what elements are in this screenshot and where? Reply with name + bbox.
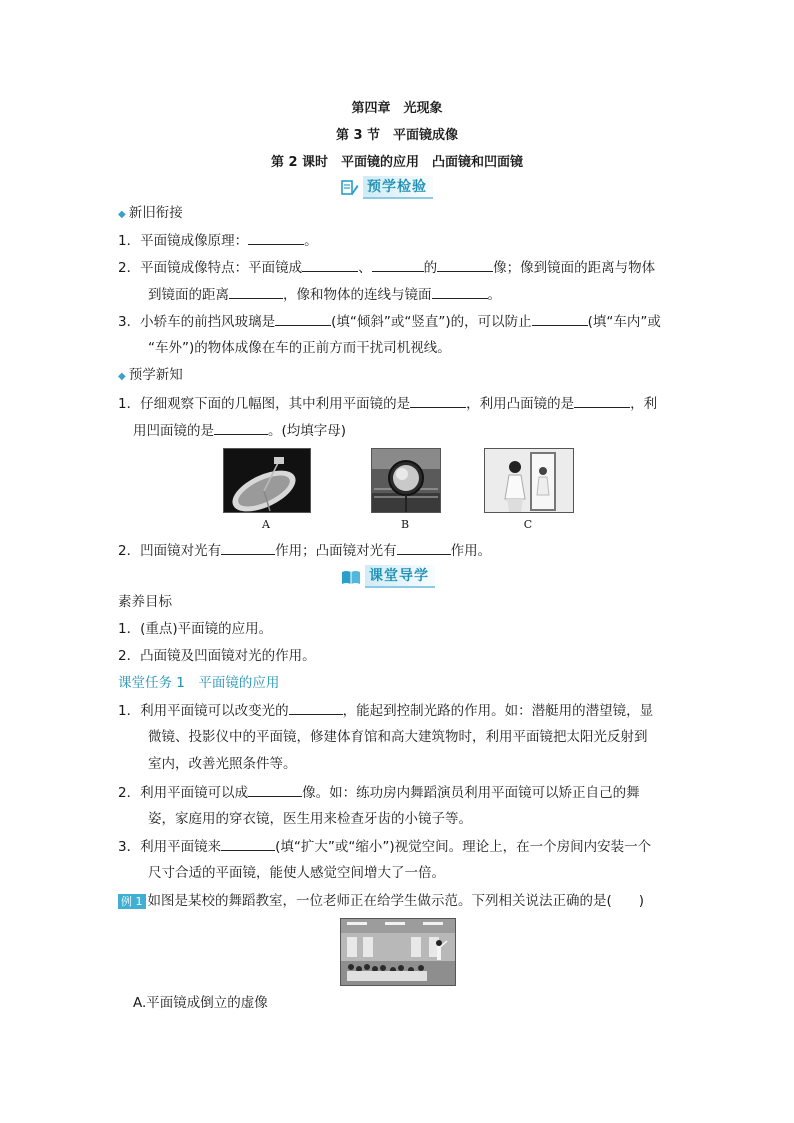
image-label-b: B [400, 518, 410, 531]
answer-blank[interactable] [221, 540, 275, 555]
answer-blank[interactable] [437, 257, 493, 272]
preview-heading: ◆ 预学新知 [118, 367, 183, 383]
task-1-item-2-line-2: 姿，家庭用的穿衣镜，医生用来检查牙齿的小镜子等。 [148, 811, 472, 827]
image-dance-classroom [340, 918, 456, 986]
answer-blank[interactable] [275, 311, 331, 326]
section-title: 第 3 节 平面镜成像 [335, 128, 459, 143]
answer-blank[interactable] [372, 257, 424, 272]
answer-blank[interactable] [432, 284, 488, 299]
banner-classroom-guide [341, 565, 435, 588]
preview-question-1-line-2: 用凹面镜的是 。(均填字母) [133, 420, 346, 441]
pencil-note-icon [341, 179, 359, 197]
preview-question-2: 2．凹面镜对光有 作用；凸面镜对光有 作用。 [118, 540, 491, 561]
task-1-item-1: 1．利用平面镜可以改变光的 ，能起到控制光路的作用。如：潜艇用的潜望镜，显 [118, 700, 653, 721]
answer-blank[interactable] [221, 836, 275, 851]
diamond-icon: ◆ [118, 209, 126, 220]
question-2: 2．平面镜成像特点：平面镜成 、 的 像；像到镜面的距离与物体 [118, 257, 655, 278]
open-book-icon [341, 569, 361, 585]
answer-blank[interactable] [302, 257, 358, 272]
image-label-a: A [262, 518, 270, 531]
chapter-title: 第四章 光现象 [351, 101, 443, 116]
goal-item: 2．凸面镜及凹面镜对光的作用。 [118, 648, 316, 664]
task-1-item-2: 2．利用平面镜可以成 像。如：练功房内舞蹈演员利用平面镜可以矫正自己的舞 [118, 782, 640, 803]
image-a-solar-cooker [223, 448, 311, 513]
question-2-line-2: 到镜面的距离 ，像和物体的连线与镜面 。 [148, 284, 501, 305]
banner-text: 课堂导学 [365, 565, 435, 588]
image-c-plane-mirror [484, 448, 574, 513]
banner-preview-check [341, 176, 433, 199]
answer-blank[interactable] [410, 393, 466, 408]
option-a[interactable]: A.平面镜成倒立的虚像 [133, 995, 268, 1011]
answer-blank[interactable] [229, 284, 283, 299]
task-1-item-1-line-2: 微镜、投影仪中的平面镜，修建体育馆和高大建筑物时，利用平面镜把太阳光反射到 [148, 729, 648, 745]
task-1-item-3-line-2: 尺寸合适的平面镜，能使人感觉空间增大了一倍。 [148, 865, 445, 881]
example-1: 例 1 如图是某校的舞蹈教室，一位老师正在给学生做示范。下列相关说法正确的是( ) [118, 891, 644, 911]
question-3: 3．小轿车的前挡风玻璃是 (填“倾斜”或“竖直”)的，可以防止 (填“车内”或 [118, 311, 661, 332]
task-1-item-1-line-3: 室内，改善光照条件等。 [148, 756, 297, 772]
answer-blank[interactable] [397, 540, 451, 555]
question-1: 1．平面镜成像原理： 。 [118, 230, 318, 251]
old-new-heading: ◆ 新旧衔接 [118, 205, 183, 221]
answer-blank[interactable] [214, 420, 268, 435]
example-badge: 例 1 [118, 894, 146, 909]
answer-blank[interactable] [289, 700, 343, 715]
goals-title: 素养目标 [118, 594, 172, 610]
answer-blank[interactable] [248, 782, 302, 797]
question-3-line-2: “车外”)的物体成像在车的正前方而干扰司机视线。 [148, 340, 451, 356]
preview-question-1: 1．仔细观察下面的几幅图，其中利用平面镜的是 ，利用凸面镜的是 ，利 [118, 393, 657, 414]
image-label-c: C [523, 518, 533, 531]
image-b-convex-mirror [371, 448, 441, 513]
diamond-icon: ◆ [118, 371, 126, 382]
goal-item: 1．(重点)平面镜的应用。 [118, 621, 273, 637]
answer-blank[interactable] [574, 393, 630, 408]
answer-blank[interactable] [248, 230, 304, 245]
task-1-item-3: 3．利用平面镜来 (填“扩大”或“缩小”)视觉空间。理论上，在一个房间内安装一个 [118, 836, 651, 857]
answer-blank[interactable] [532, 311, 588, 326]
task-1-title: 课堂任务 1 平面镜的应用 [118, 675, 280, 691]
banner-text: 预学检验 [363, 176, 433, 199]
lesson-title: 第 2 课时 平面镜的应用 凸面镜和凹面镜 [270, 155, 524, 170]
